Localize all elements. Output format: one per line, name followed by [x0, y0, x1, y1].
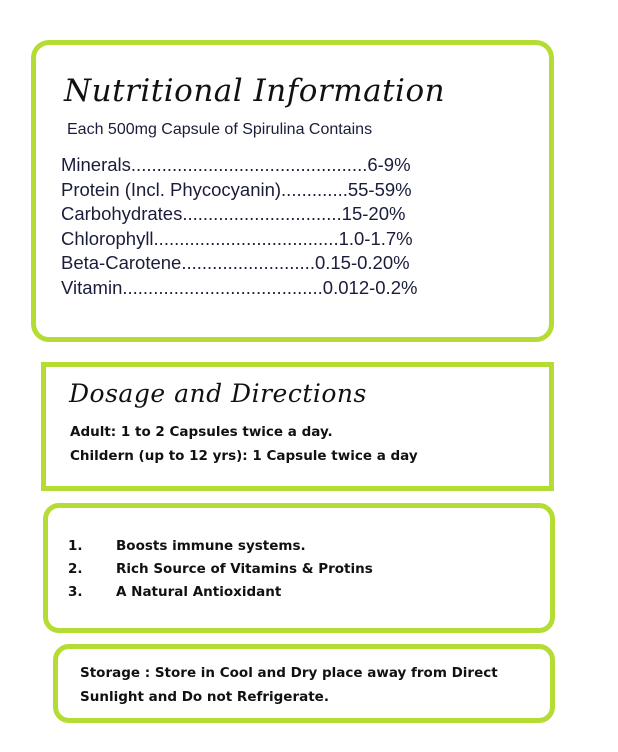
nutrition-title: Nutritional Information: [64, 73, 446, 109]
nutrition-row-vitamin: Vitamin.......................................0.012-0.2%: [61, 276, 418, 298]
benefits-panel: [43, 503, 555, 633]
benefit-number: 2.: [68, 561, 83, 577]
nutrition-row-minerals: Minerals..............................................6-9%: [61, 154, 411, 175]
nutrition-list: [61, 153, 417, 300]
benefits-list: [68, 535, 373, 604]
benefit-text: Rich Source of Vitamins & Protins: [116, 561, 373, 577]
dosage-children: Childern (up to 12 yrs): 1 Capsule twice a day: [70, 448, 418, 464]
nutrition-panel: [31, 40, 554, 342]
nutrition-row-carbohydrates: Carbohydrates...............................15-20%: [61, 203, 406, 224]
benefit-number: 3.: [68, 584, 83, 600]
dosage-panel: [41, 362, 554, 491]
dosage-instructions: [70, 420, 418, 468]
storage-instructions: [80, 661, 498, 709]
storage-line-2: Sunlight and Do not Refrigerate.: [80, 689, 329, 705]
storage-line-1: Storage : Store in Cool and Dry place away from Direct: [80, 665, 498, 681]
dosage-adult: Adult: 1 to 2 Capsules twice a day.: [70, 424, 333, 440]
benefit-text: Boosts immune systems.: [116, 538, 306, 554]
benefit-item: [68, 535, 373, 558]
benefit-item: [68, 558, 373, 581]
nutrition-row-chlorophyll: Chlorophyll....................................1.0-1.7%: [61, 227, 413, 249]
nutrition-row-protein: Protein (Incl. Phycocyanin).............55-59%: [61, 178, 412, 200]
nutrition-subtitle: Each 500mg Capsule of Spirulina Contains: [67, 121, 373, 138]
benefit-text: A Natural Antioxidant: [116, 584, 282, 600]
benefit-number: 1.: [68, 538, 83, 554]
benefit-item: [68, 581, 373, 604]
nutrition-row-beta-carotene: Beta-Carotene..........................0.15-0.20%: [61, 252, 410, 273]
storage-panel: [53, 644, 555, 723]
dosage-title: Dosage and Directions: [69, 379, 367, 408]
